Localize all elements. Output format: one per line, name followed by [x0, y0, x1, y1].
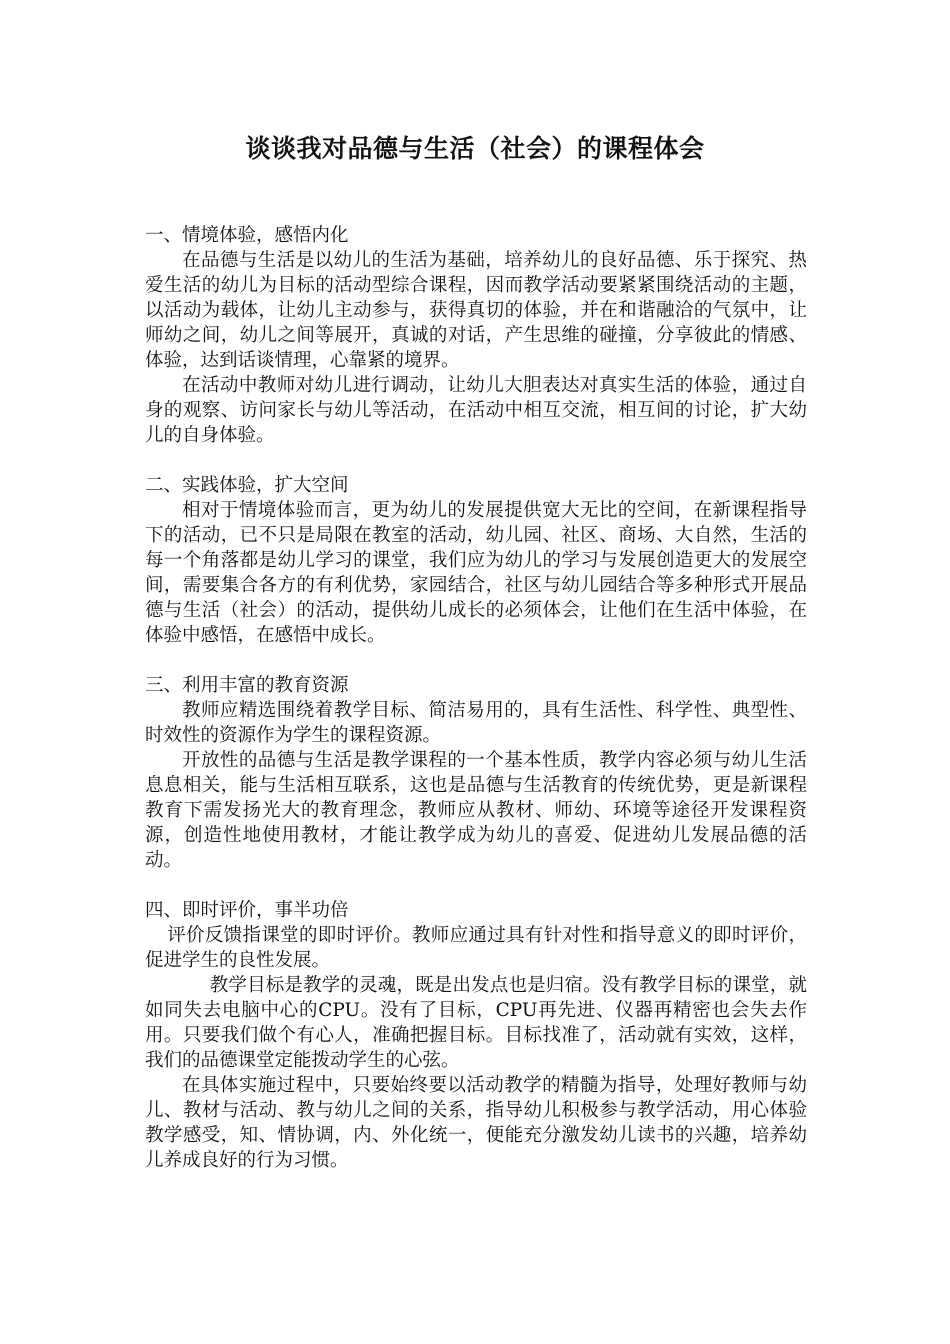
section-heading: 二、实践体验，扩大空间: [145, 475, 349, 496]
section-heading: 一、情境体验，感悟内化: [145, 225, 349, 246]
section-4: [145, 898, 807, 1173]
paragraph: 开放性的品德与生活是教学课程的一个基本性质，教学内容必须与幼儿生活息息相关，能与生活相互联系，这也是品德与生活教育的传统优势，更是新课程教育下需发扬光大的教育理念，教师应从教材、师幼、环境等途径开发课程资源，创造性地使用教材，才能让教学成为幼儿的喜爱、促进幼儿发展品德的活动。: [145, 750, 807, 871]
paragraph: 教师应精选围绕着教学目标、简洁易用的，具有生活性、科学性、典型性、时效性的资源作为学生的课程资源。: [145, 700, 807, 746]
section-3: [145, 673, 807, 873]
section-2: [145, 473, 807, 648]
paragraph: 评价反馈指课堂的即时评价。教师应通过具有针对性和指导意义的即时评价，促进学生的良性发展。: [145, 925, 807, 971]
paragraph: 在具体实施过程中，只要始终要以活动教学的精髓为指导，处理好教师与幼儿、教材与活动、教与幼儿之间的关系，指导幼儿积极参与教学活动，用心体验教学感受，知、情协调，内、外化统一，便能充分激发幼儿读书的兴趣，培养幼儿养成良好的行为习惯。: [145, 1075, 807, 1171]
paragraph: 教学目标是教学的灵魂，既是出发点也是归宿。没有教学目标的课堂，就如同失去电脑中心的CPU。没有了目标，CPU再先进、仪器再精密也会失去作用。只要我们做个有心人，准确把握目标。目标找准了，活动就有实效，这样，我们的品德课堂定能拨动学生的心弦。: [145, 975, 807, 1071]
section-1: [145, 223, 807, 448]
paragraph: 相对于情境体验而言，更为幼儿的发展提供宽大无比的空间，在新课程指导下的活动，已不只是局限在教室的活动，幼儿园、社区、商场、大自然，生活的每一个角落都是幼儿学习的课堂，我们应为幼儿的学习与发展创造更大的发展空间，需要集合各方的有利优势，家园结合，社区与幼儿园结合等多种形式开展品德与生活（社会）的活动，提供幼儿成长的必须体会，让他们在生活中体验，在体验中感悟，在感悟中成长。: [145, 500, 807, 646]
paragraph: 在品德与生活是以幼儿的生活为基础，培养幼儿的良好品德、乐于探究、热爱生活的幼儿为目标的活动型综合课程，因而教学活动要紧紧围绕活动的主题，以活动为载体，让幼儿主动参与，获得真切的体验，并在和谐融洽的气氛中，让师幼之间，幼儿之间等展开，真诚的对话，产生思维的碰撞，分享彼此的情感、体验，达到话谈情理，心靠紧的境界。: [145, 250, 807, 371]
section-heading: 四、即时评价，事半功倍: [145, 900, 349, 921]
document-title: 谈谈我对品德与生活（社会）的课程体会: [245, 134, 705, 163]
paragraph: 在活动中教师对幼儿进行调动，让幼儿大胆表达对真实生活的体验，通过自身的观察、访问家长与幼儿等活动，在活动中相互交流，相互间的讨论，扩大幼儿的自身体验。: [145, 375, 807, 446]
document-body: [145, 223, 807, 1173]
section-heading: 三、利用丰富的教育资源: [145, 675, 349, 696]
